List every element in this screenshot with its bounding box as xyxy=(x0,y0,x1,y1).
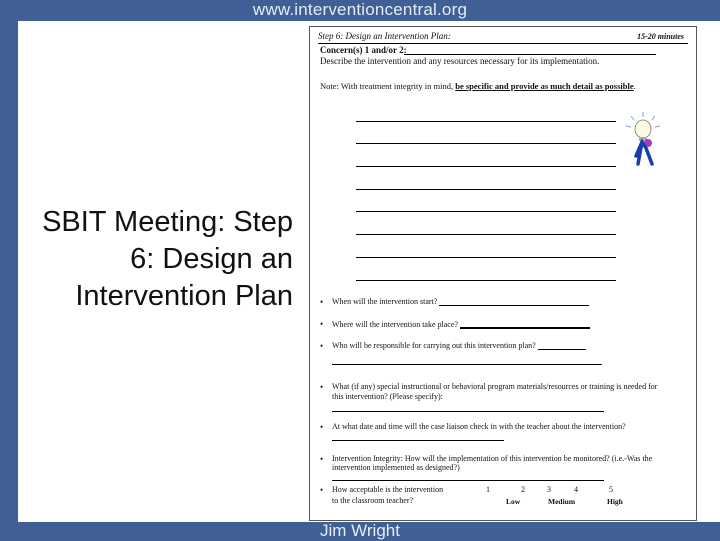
description-line[interactable] xyxy=(356,257,616,258)
note-prefix: Note: With treatment integrity in mind, xyxy=(320,81,456,91)
materials-line[interactable] xyxy=(332,411,604,412)
description-line[interactable] xyxy=(356,234,616,235)
integrity-line[interactable] xyxy=(332,480,604,481)
note-emphasis: be specific and provide as much detail as possible xyxy=(455,81,634,91)
describe-instruction: Describe the intervention and any resources necessary for its implementation. xyxy=(320,56,600,66)
bullet-icon: • xyxy=(320,382,324,392)
concern-label: Concern(s) 1 and/or 2: xyxy=(320,45,407,55)
question-responsible-text: Who will be responsible for carrying out this intervention plan? xyxy=(332,341,536,350)
concern-field[interactable] xyxy=(404,54,656,55)
scale-option-4[interactable]: 4 xyxy=(574,485,578,494)
question-acceptable-text-1: How acceptable is the intervention xyxy=(332,485,444,494)
scale-option-2[interactable]: 2 xyxy=(521,485,525,494)
author-credit: Jim Wright xyxy=(320,521,400,540)
scale-label-medium: Medium xyxy=(548,497,576,506)
site-url: www.interventioncentral.org xyxy=(252,0,468,19)
description-line[interactable] xyxy=(356,121,616,122)
lightbulb-person-icon xyxy=(622,110,664,170)
slide-canvas xyxy=(18,21,720,522)
question-materials-text-2: this intervention? (Please specify): xyxy=(332,392,443,401)
start-field[interactable] xyxy=(439,297,589,306)
bullet-icon: • xyxy=(320,297,324,307)
responsible-line[interactable] xyxy=(332,364,602,365)
bullet-icon: • xyxy=(320,454,324,464)
bullet-icon: • xyxy=(320,485,324,495)
scale-label-high: High xyxy=(607,497,623,506)
question-integrity-text-2: intervention implemented as designed?) xyxy=(332,463,460,472)
bullet-icon: • xyxy=(320,341,324,351)
scale-option-1[interactable]: 1 xyxy=(486,485,490,494)
description-line[interactable] xyxy=(356,189,616,190)
place-field[interactable] xyxy=(460,319,590,329)
description-line[interactable] xyxy=(356,166,616,167)
intervention-plan-form xyxy=(309,26,697,521)
question-place-text: Where will the intervention take place? xyxy=(332,320,458,329)
checkin-line[interactable] xyxy=(332,440,504,441)
scale-option-5[interactable]: 5 xyxy=(609,485,613,494)
note-suffix: . xyxy=(633,81,636,91)
slide-title: SBIT Meeting: Step 6: Design an Intervention Plan xyxy=(42,206,293,312)
description-line[interactable] xyxy=(356,280,616,281)
scale-option-3[interactable]: 3 xyxy=(547,485,551,494)
question-acceptable-text-2: to the classroom teacher? xyxy=(332,496,414,505)
question-materials-text-1: What (if any) special instructional or behavioral program materials/resources or training is needed for xyxy=(332,382,658,391)
description-line[interactable] xyxy=(356,211,616,212)
form-title: Step 6: Design an Intervention Plan: xyxy=(318,31,451,41)
question-checkin-text: At what date and time will the case liaison check in with the teacher about the intervention? xyxy=(332,422,626,431)
question-start-text: When will the intervention start? xyxy=(332,297,438,306)
form-header xyxy=(318,31,688,44)
form-time-estimate: 15-20 minutes xyxy=(637,32,684,41)
bullet-icon: • xyxy=(320,319,324,329)
bullet-icon: • xyxy=(320,422,324,432)
question-integrity-text-1: Intervention Integrity: How will the implementation of this intervention be monitored? (i.e.-Was the xyxy=(332,454,653,463)
note-instruction xyxy=(320,81,636,91)
responsible-field[interactable] xyxy=(538,341,586,350)
scale-label-low: Low xyxy=(506,497,521,506)
description-line[interactable] xyxy=(356,143,616,144)
